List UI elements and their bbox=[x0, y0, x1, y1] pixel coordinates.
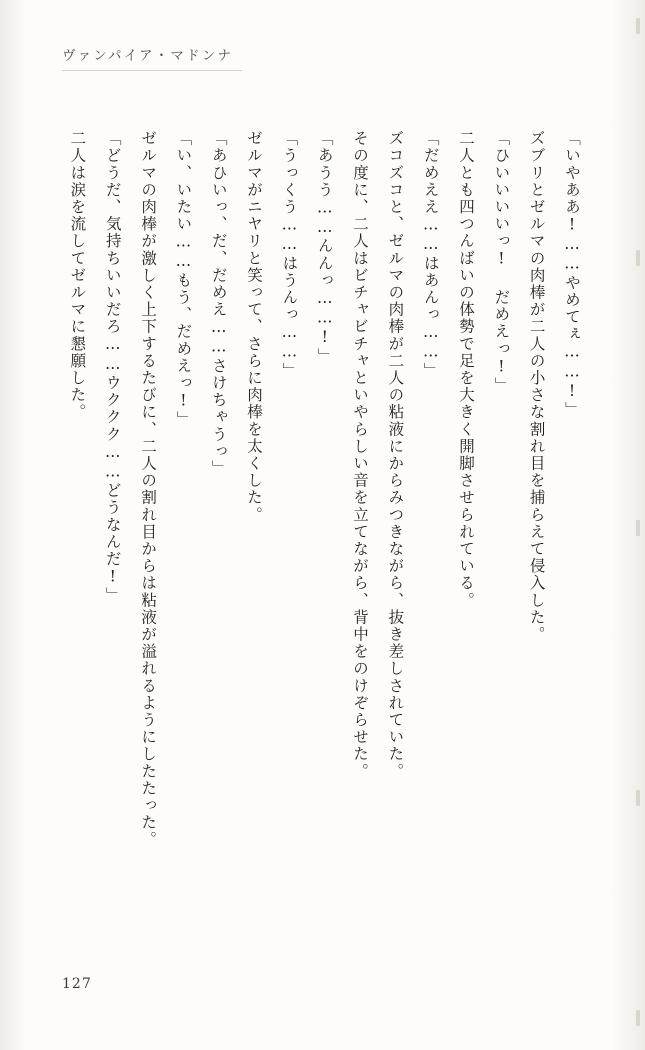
body-paragraph: ゼルマがニヤリと笑って、さらに肉棒を太くした。 bbox=[245, 130, 264, 524]
running-head-title: ヴァンパイア・マドンナ bbox=[62, 48, 234, 64]
body-paragraph: 「い、いたい……もう、だめえっ!」 bbox=[174, 130, 193, 429]
page-number: 127 bbox=[62, 976, 92, 992]
page-body-text bbox=[59, 130, 589, 920]
body-paragraph: 「あうう……んんっ……!」 bbox=[315, 130, 334, 365]
body-paragraph: 「どうだ、気持ちいいだろ……ウククク……どうなんだ!」 bbox=[103, 130, 122, 605]
body-paragraph: 二人は涙を流してゼルマに懇願した。 bbox=[68, 130, 87, 421]
body-paragraph: 「だめええ……はあんっ……」 bbox=[421, 130, 440, 380]
running-head-rule bbox=[62, 70, 242, 71]
body-paragraph: 「うっくう……はうんっ……」 bbox=[280, 130, 299, 380]
body-paragraph: 「あひいっ、だ、だめえ……さけちゃうっ」 bbox=[209, 130, 228, 477]
body-paragraph: ズブリとゼルマの肉棒が二人の小さな割れ目を捕らえて侵入した。 bbox=[527, 130, 546, 643]
body-paragraph: ゼルマの肉棒が激しく上下するたびに、二人の割れ目からは粘液が溢れるようにしたたった。 bbox=[139, 130, 158, 849]
body-paragraph: ズコズコと、ゼルマの肉棒が二人の粘液にからみつきながら、抜き差しされていた。 bbox=[386, 130, 405, 780]
body-paragraph: 「いやああ!……やめてぇ……!」 bbox=[563, 130, 581, 419]
body-paragraph: 二人とも四つんばいの体勢で足を大きく開脚させられている。 bbox=[457, 130, 476, 609]
page-left-edge-shading bbox=[0, 0, 26, 1050]
page-edge-marks bbox=[632, 0, 640, 1050]
body-paragraph: その度に、二人はビチャビチャといやらしい音を立てながら、背中をのけぞらせた。 bbox=[351, 130, 370, 780]
body-paragraph: 「ひいいいいっ! だめえっ!」 bbox=[492, 130, 511, 394]
